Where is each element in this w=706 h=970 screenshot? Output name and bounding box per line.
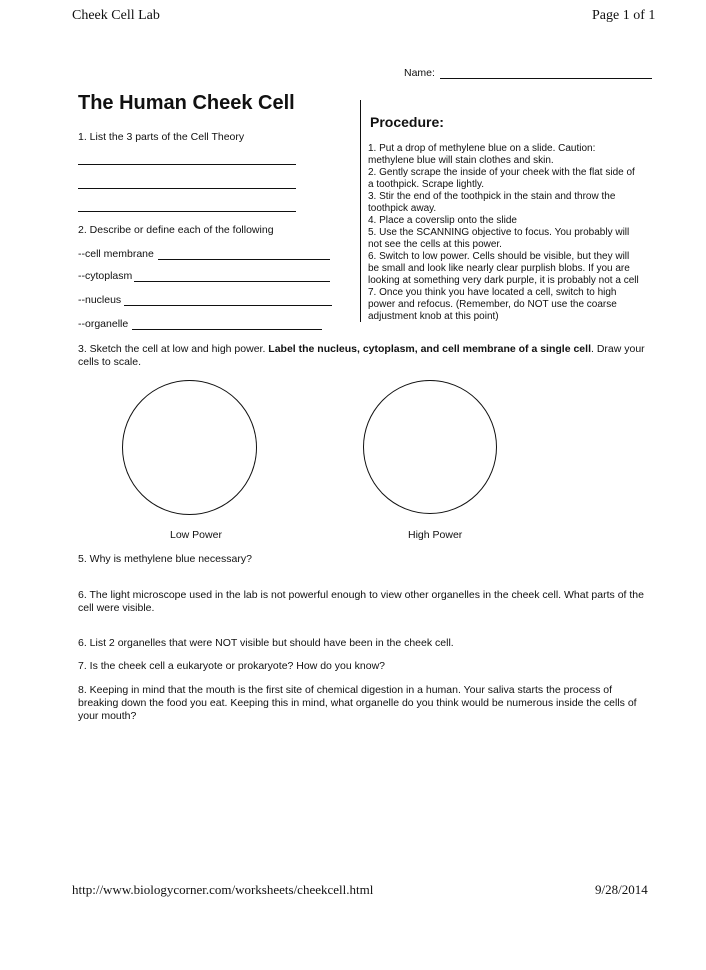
term-cytoplasm: --cytoplasm bbox=[78, 270, 133, 282]
column-divider bbox=[360, 100, 361, 322]
procedure-step: 2. Gently scrape the inside of your cheek with the flat side of a toothpick. Scrape lightly. bbox=[368, 167, 635, 190]
answer-line-1a[interactable] bbox=[78, 164, 296, 165]
term-nucleus: --nucleus bbox=[78, 294, 122, 306]
footer-url: http://www.biologycorner.com/worksheets/cheekcell.html bbox=[72, 882, 374, 897]
procedure-step: 7. Once you think you have located a cell, switch to high power and refocus. (Remember, do NOT use the coarse adjustment knob at this point) bbox=[368, 287, 617, 322]
question-3-emphasis: Label the nucleus, cytoplasm, and cell membrane of a single cell bbox=[268, 343, 591, 355]
answer-line-1b[interactable] bbox=[78, 188, 296, 189]
question-2: 2. Describe or define each of the following bbox=[78, 224, 274, 236]
procedure-heading: Procedure: bbox=[370, 114, 444, 130]
high-power-drawing-circle[interactable] bbox=[363, 380, 497, 514]
low-power-label: Low Power bbox=[170, 529, 222, 541]
question-5: 5. Why is methylene blue necessary? bbox=[78, 553, 252, 565]
question-6a: 6. The light microscope used in the lab is not powerful enough to view other organelles in the cheek cell. What parts of the cell were visible. bbox=[78, 589, 644, 614]
footer-date: 9/28/2014 bbox=[595, 882, 648, 897]
answer-line-nucleus[interactable] bbox=[124, 305, 332, 306]
procedure-step: 4. Place a coverslip onto the slide bbox=[368, 215, 517, 226]
procedure-list bbox=[368, 143, 640, 323]
page-number: Page 1 of 1 bbox=[592, 8, 656, 23]
question-7: 7. Is the cheek cell a eukaryote or prokaryote? How do you know? bbox=[78, 660, 386, 672]
answer-line-cell-membrane[interactable] bbox=[158, 259, 330, 260]
procedure-step: 5. Use the SCANNING objective to focus. You probably will not see the cells at this power. bbox=[368, 227, 630, 250]
low-power-drawing-circle[interactable] bbox=[122, 380, 257, 515]
answer-line-cytoplasm[interactable] bbox=[134, 281, 330, 282]
term-cell-membrane: --cell membrane bbox=[78, 248, 154, 260]
name-field[interactable] bbox=[440, 78, 652, 79]
page-title: The Human Cheek Cell bbox=[78, 92, 295, 114]
name-label: Name: bbox=[404, 67, 435, 79]
procedure-step: 6. Switch to low power. Cells should be visible, but they will be small and look like nearly clear purplish blobs. If you are looking at something very dark purple, it is probably not a cell bbox=[368, 251, 639, 286]
question-8: 8. Keeping in mind that the mouth is the first site of chemical digestion in a human. Your saliva starts the process of breaking down the food you eat. Keeping this in mind, what organelle do you think would be numerous inside the cells of your mouth? bbox=[78, 684, 637, 722]
question-1: 1. List the 3 parts of the Cell Theory bbox=[78, 131, 245, 143]
question-3 bbox=[78, 343, 648, 369]
term-organelle: --organelle bbox=[78, 318, 129, 330]
procedure-step: 1. Put a drop of methylene blue on a slide. Caution: methylene blue will stain clothes and skin. bbox=[368, 143, 596, 166]
question-3-text: 3. Sketch the cell at low and high power. bbox=[78, 343, 269, 355]
procedure-step: 3. Stir the end of the toothpick in the stain and throw the toothpick away. bbox=[368, 191, 616, 214]
answer-line-1c[interactable] bbox=[78, 211, 296, 212]
question-6b: 6. List 2 organelles that were NOT visible but should have been in the cheek cell. bbox=[78, 637, 454, 649]
question-3-suffix: . Draw your cells to scale. bbox=[78, 343, 645, 368]
header-title: Cheek Cell Lab bbox=[72, 8, 160, 23]
high-power-label: High Power bbox=[408, 529, 463, 541]
answer-line-organelle[interactable] bbox=[132, 329, 322, 330]
